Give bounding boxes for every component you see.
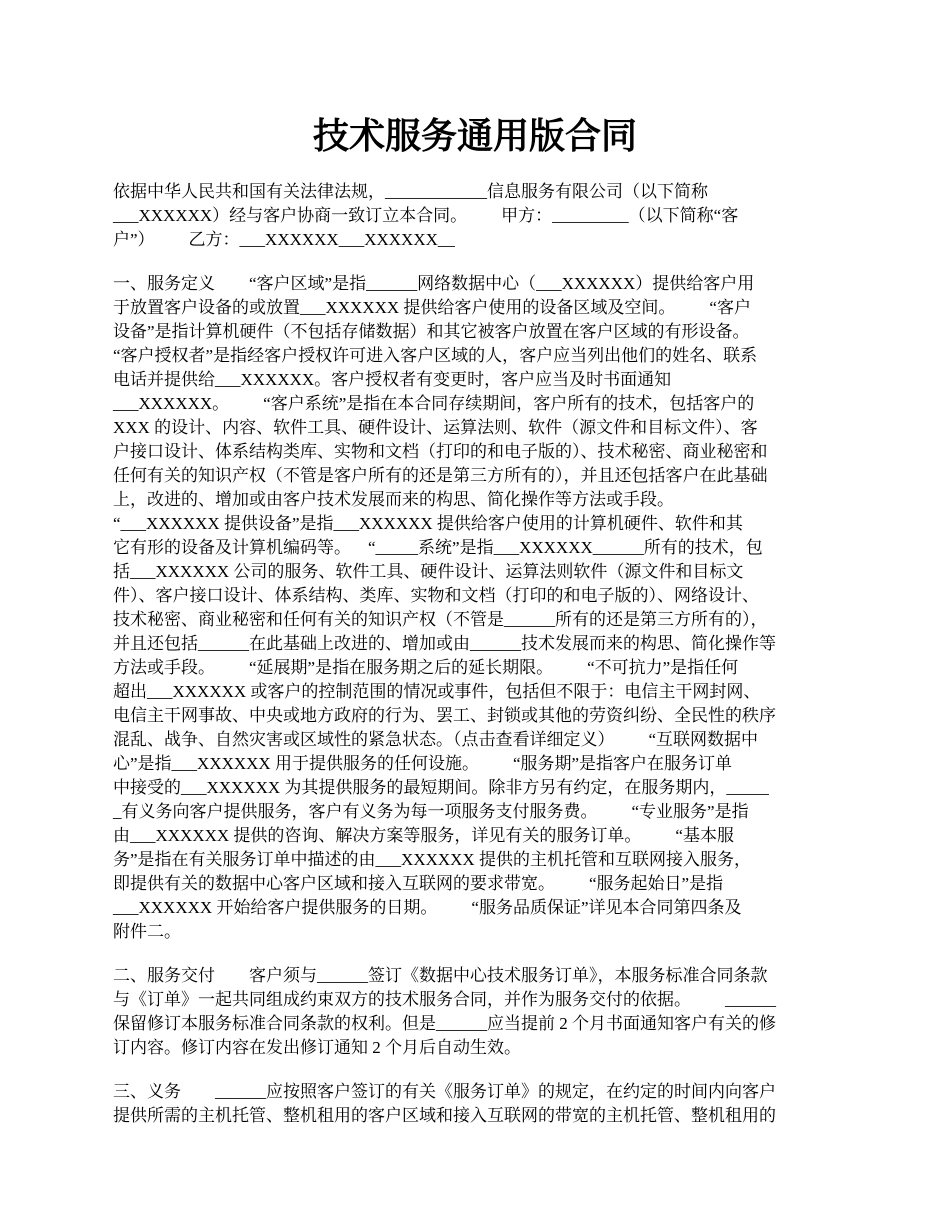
text-line: 技术秘密、商业秘密和任何有关的知识产权（不管是______所有的还是第三方所有的）， — [113, 610, 768, 629]
text-line: 保留修订本服务标准合同条款的权利。但是______应当提前 2 个月书面通知客户有关的修 — [113, 1014, 776, 1033]
text-line: 三、义务 ______应按照客户签订的有关《服务订单》的规定，在约定的时间内向客户 — [113, 1082, 776, 1101]
text-line: 一、服务定义 “客户区域”是指______网络数据中心（___XXXXXX）提供给客户用 — [113, 274, 755, 293]
text-line: 心”是指___XXXXXX 用于提供服务的任何设施。 “服务期”是指客户在服务订单 — [113, 754, 733, 773]
text-line: “___XXXXXX 提供设备”是指___XXXXXX 提供给客户使用的计算机硬件、软件和其 — [113, 514, 743, 533]
document-title: 技术服务通用版合同 — [312, 116, 637, 156]
text-line: 于放置客户设备的或放置___XXXXXX 提供给客户使用的设备区域及空间。 “客户 — [113, 298, 751, 317]
text-line: 任何有关的知识产权（不管是客户所有的还是第三方所有的），并且还包括客户在此基础 — [113, 466, 768, 485]
text-line: 方法或手段。 “延展期”是指在服务期之后的延长期限。 “不可抗力”是指任何 — [113, 658, 739, 677]
text-line: 依据中华人民共和国有关法律法规，____________信息服务有限公司（以下简称 — [113, 182, 708, 201]
text-line: 与《订单》一起共同组成约束双方的技术服务合同，并作为服务交付的依据。 ______ — [113, 990, 776, 1009]
text-line: 即提供有关的数据中心客户区域和接入互联网的要求带宽。 “服务起始日”是指 — [113, 874, 724, 893]
text-line: 它有形的设备及计算机编码等。 “_____系统”是指___XXXXXX______所有的技术，包 — [113, 538, 763, 557]
text-line: _有义务向客户提供服务，客户有义务为每一项服务支付服务费。 “专业服务”是指 — [113, 802, 749, 821]
text-line: 电信主干网事故、中央或地方政府的行为、罢工、封锁或其他的劳资纠纷、全民性的秩序 — [113, 706, 776, 725]
text-line: 括___XXXXXX 公司的服务、软件工具、硬件设计、运算法则软件（源文件和目标文 — [113, 562, 744, 581]
text-line: 上，改进的、增加或由客户技术发展而来的构思、简化操作等方法或手段。 — [113, 490, 674, 509]
text-line: 件）、客户接口设计、体系结构、类库、实物和文档（打印的和电子版的）、网络设计、 — [113, 586, 759, 605]
text-line: 设备”是指计算机硬件（不包括存储数据）和其它被客户放置在客户区域的有形设备。 — [113, 322, 750, 341]
text-line: 附件二。 — [113, 922, 181, 941]
text-line: 由___XXXXXX 提供的咨询、解决方案等服务，详见有关的服务订单。 “基本服 — [113, 826, 734, 845]
text-line: 并且还包括______在此基础上改进的、增加或由______技术发展而来的构思、简化操作等 — [113, 634, 776, 653]
text-line: “客户授权者”是指经客户授权许可进入客户区域的人，客户应当列出他们的姓名、联系 — [113, 346, 758, 365]
text-line: XXX 的设计、内容、软件工具、硬件设计、运算法则、软件（源文件和目标文件）、客 — [113, 418, 758, 437]
text-line: 二、服务交付 客户须与______签订《数据中心技术服务订单》，本服务标准合同条款 — [113, 966, 768, 985]
text-line: 超出___XXXXXX 或客户的控制范围的情况或事件，包括但不限于：电信主干网封网、 — [113, 682, 761, 701]
text-line: 户接口设计、体系结构类库、实物和文档（打印的和电子版的）、技术秘密、商业秘密和 — [113, 442, 768, 461]
text-line: 电话并提供给___XXXXXX。客户授权者有变更时，客户应当及时书面通知 — [113, 370, 672, 389]
text-line: 混乱、战争、自然灾害或区域性的紧急状态。（点击查看详细定义） “互联网数据中 — [113, 730, 759, 749]
text-line: 订内容。修订内容在发出修订通知 2 个月后自动生效。 — [113, 1038, 521, 1057]
text-line: ___XXXXXX 开始给客户提供服务的日期。 “服务品质保证”详见本合同第四条及 — [113, 898, 742, 917]
text-line: 提供所需的主机托管、整机租用的客户区域和接入互联网的带宽的主机托管、整机租用的 — [113, 1106, 776, 1125]
text-line: ___XXXXXX）经与客户协商一致订立本合同。 甲方：_________（以下简称“客 — [113, 206, 739, 225]
text-line: 务”是指在有关服务订单中描述的由___XXXXXX 提供的主机托管和互联网接入服务， — [113, 850, 751, 869]
text-line: ___XXXXXX。 “客户系统”是指在本合同存续期间，客户所有的技术，包括客户的 — [113, 394, 755, 413]
text-line: 户”） 乙方：___XXXXXX___XXXXXX__ — [113, 230, 455, 249]
text-line: 中接受的___XXXXXX 为其提供服务的最短期间。除非方另有约定，在服务期内，_____ — [113, 778, 769, 797]
